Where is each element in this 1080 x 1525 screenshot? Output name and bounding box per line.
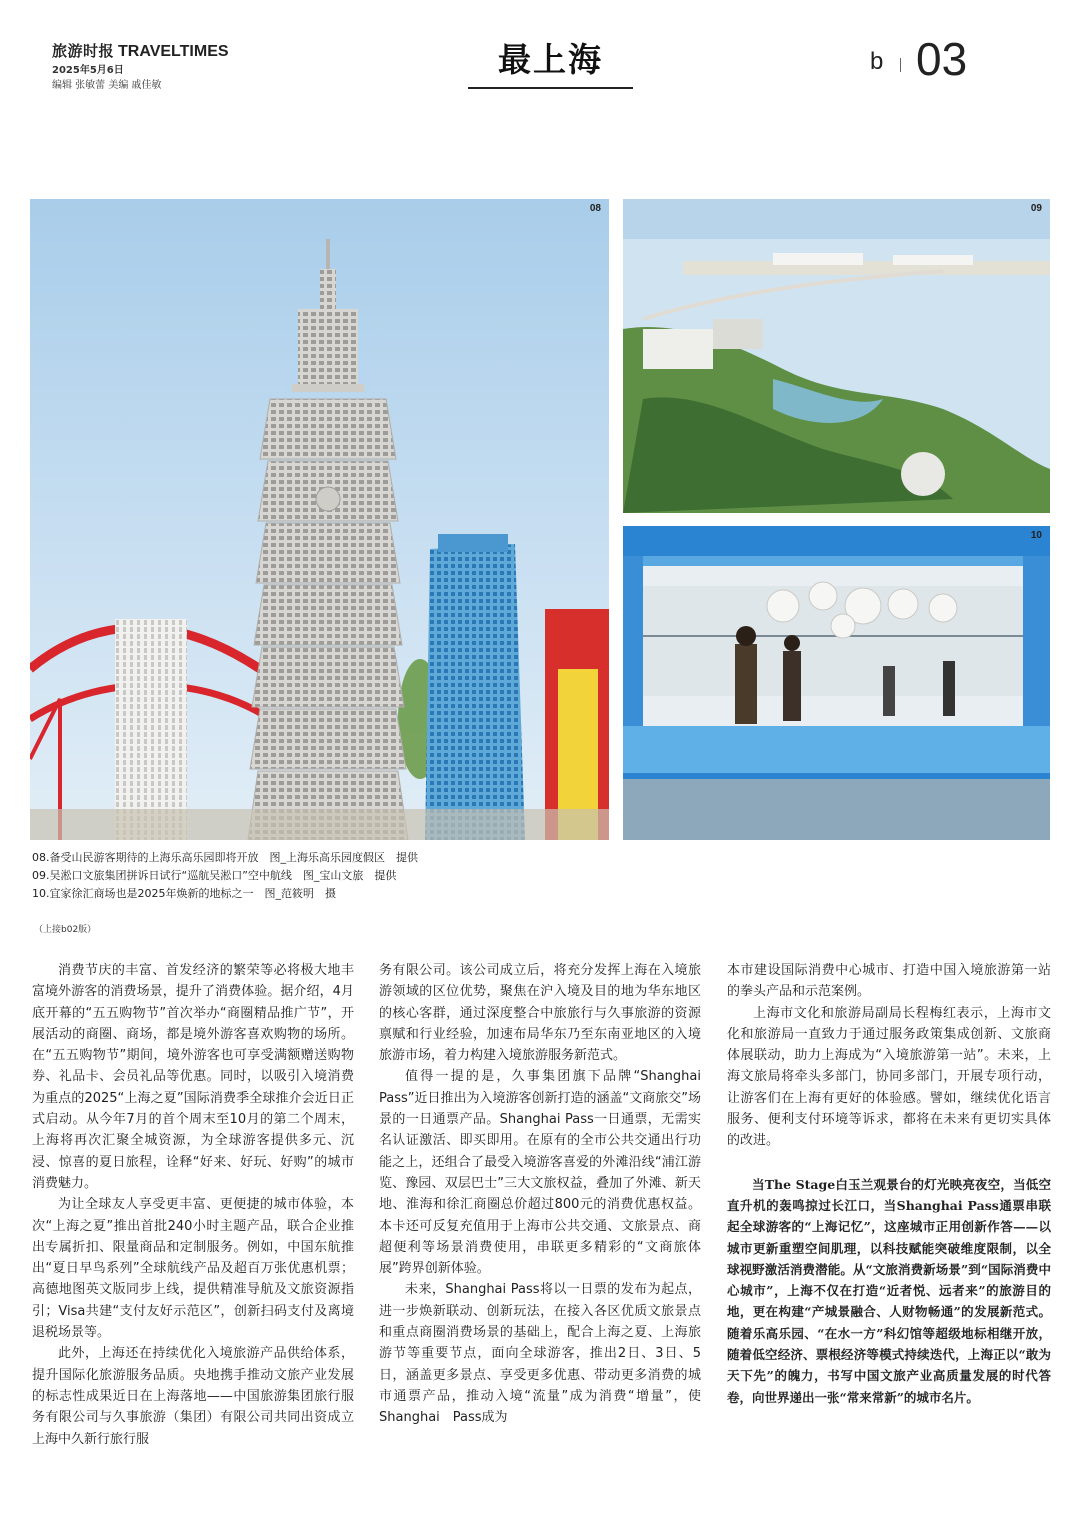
photo-09-illustration: [623, 199, 1050, 513]
paragraph: 为让全球友人享受更丰富、更便捷的城市体验，本次“上海之夏”推出首批240小时主题产品，联合企业推出专属折扣、限量商品和定制服务。例如，中国东航推出“夏日早鸟系列”全球航线产品及超百万张优惠机票；高德地图英文版同步上线，提供精准导航及文旅资源指引；Visa共建“支付友好示范区”，创新扫码支付及离境退税场景等。: [32, 1197, 354, 1341]
photo-08-number: 08: [589, 203, 601, 214]
article-column-3: [727, 960, 1051, 1408]
editor-credits: 编辑 张敏蕾 美编 戚佳敏: [52, 80, 162, 91]
photo-captions: [32, 849, 1032, 903]
section-title: 最上海: [498, 40, 603, 79]
paper-logo: [52, 40, 229, 61]
closing-paragraph: 当The Stage白玉兰观景台的灯光映亮夜空，当低空直升机的轰鸣掠过长江口，当Shanghai Pass通票串联起全球游客的“上海记忆”，这座城市正用创新作答——以城市更新重塑空间肌理，以科技赋能突破维度限制，以全球视野激活消费潜能。从“文旅消费新场景”到“国际消费中心城市”，上海不仅在打造“近者悦、远者来”的旅游目的地，更在构建“产城景融合、人财物畅通”的发展新范式。随着乐高乐园、“在水一方”科幻馆等超级地标相继开放，随着低空经济、票根经济等模式持续迭代，上海正以“敢为天下先”的魄力，书写中国文旅产业高质量发展的时代答卷，向世界递出一张“常来常新”的城市名片。: [727, 1176, 1051, 1405]
issue-date: 2025年5月6日: [52, 65, 124, 76]
photo-09-number: 09: [1030, 203, 1042, 214]
photo-10: [623, 526, 1050, 840]
paper-name-cn: 旅游时报: [52, 42, 115, 60]
caption-08: 08.备受山民游客期待的上海乐高乐园即将开放 图_上海乐高乐园度假区 提供: [32, 851, 418, 864]
paragraph: 本市建设国际消费中心城市、打造中国入境旅游第一站的拳头产品和示范案例。: [727, 963, 1051, 1000]
photo-08: [30, 199, 609, 840]
paper-name-en: TRAVELTIMES: [118, 43, 229, 60]
section-letter: b: [870, 48, 884, 75]
article-column-2: [379, 960, 701, 1429]
photo-08-illustration: [30, 199, 609, 840]
paragraph: 消费节庆的丰富、首发经济的繁荣等必将极大地丰富境外游客的消费场景，提升了消费体验。据介绍，4月底开幕的“五五购物节”首次举办“商圈精品推广节”，开展活动的商圈、商场，都是境外游客喜欢购物的场所。在“五五购物节”期间，境外游客也可享受满额赠送购物券、礼品卡、会员礼品等优惠。同时，以吸引入境消费为重点的2025“上海之夏”国际消费季全球推介会近日正式启动。从今年7月的首个周末至10月的第二个周末，上海将再次汇聚全城资源，为全球游客提供多元、沉浸、惊喜的夏日旅程，诠释“好来、好玩、好购”的城市消费魅力。: [32, 963, 354, 1191]
paragraph: 上海市文化和旅游局副局长程梅红表示，上海市文化和旅游局一直致力于通过服务政策集成创新、文旅商体展联动，助力上海成为“入境旅游第一站”。未来，上海文旅局将牵头多部门，协同多部门，开展专项行动，让游客们在上海有更好的体验感。譬如，继续优化语言服务、便利支付环境等诉求，都将在未来有更切实具体的改进。: [727, 1005, 1051, 1149]
section-divider: [900, 58, 901, 72]
paragraph: 未来，Shanghai Pass将以一日票的发布为起点，进一步焕新联动、创新玩法，在接入各区优质文旅景点和重点商圈消费场景的基础上，配合上海之夏、上海旅游节等重要节点，面向全球游客，推出2日、3日、5日，涵盖更多景点、享受更多优惠、带动更多消费的城市通票产品，推动入境“流量”成为消费“增量”，使Shanghai Pass成为: [379, 1282, 701, 1426]
photo-10-number: 10: [1030, 530, 1042, 541]
photo-09: [623, 199, 1050, 513]
caption-10: 10.宜家徐汇商场也是2025年焕新的地标之一 图_范筱明 摄: [32, 887, 336, 900]
caption-09: 09.吴淞口文旅集团拼诉日试行“巡航吴淞口”空中航线 图_宝山文旅 提供: [32, 869, 397, 882]
continued-note: （上接b02版）: [34, 925, 97, 935]
page-number: 03: [916, 33, 968, 85]
article-column-1: [32, 960, 354, 1450]
paragraph: 务有限公司。该公司成立后，将充分发挥上海在入境旅游领域的区位优势，聚焦在沪入境及目的地为华东地区的核心客群，通过深度整合中旅旅行与久事旅游的资源禀赋和行业经验，加速布局华东乃至东南亚地区的入境旅游市场，着力构建入境旅游服务新范式。: [379, 963, 701, 1064]
title-underline: [468, 87, 633, 89]
paragraph: 此外，上海还在持续优化入境旅游产品供给体系，提升国际化旅游服务品质。央地携手推动文旅产业发展的标志性成果近日在上海落地——中国旅游集团旅行服务有限公司与久事旅游（集团）有限公司共同出资成立上海中久新行旅行服: [32, 1346, 354, 1447]
photo-10-illustration: [623, 526, 1050, 840]
paragraph: 值得一提的是，久事集团旗下品牌“Shanghai Pass”近日推出为入境游客创新打造的涵盖“文商旅交”场景的一日通票产品。Shanghai Pass一日通票，无需实名认证激活、即买即用。在原有的全市公共交通出行功能之上，还组合了最受入境游客喜爱的外滩沿线“浦江游览、豫园、双层巴士”三大文旅权益，叠加了外滩、新天地、淮海和徐汇商圈总价超过800元的消费优惠权益。本卡还可反复充值用于上海市公共交通、文旅景点、商超便利等场景消费使用，串联更多精彩的“文商旅体展”跨界创新体验。: [379, 1069, 701, 1277]
